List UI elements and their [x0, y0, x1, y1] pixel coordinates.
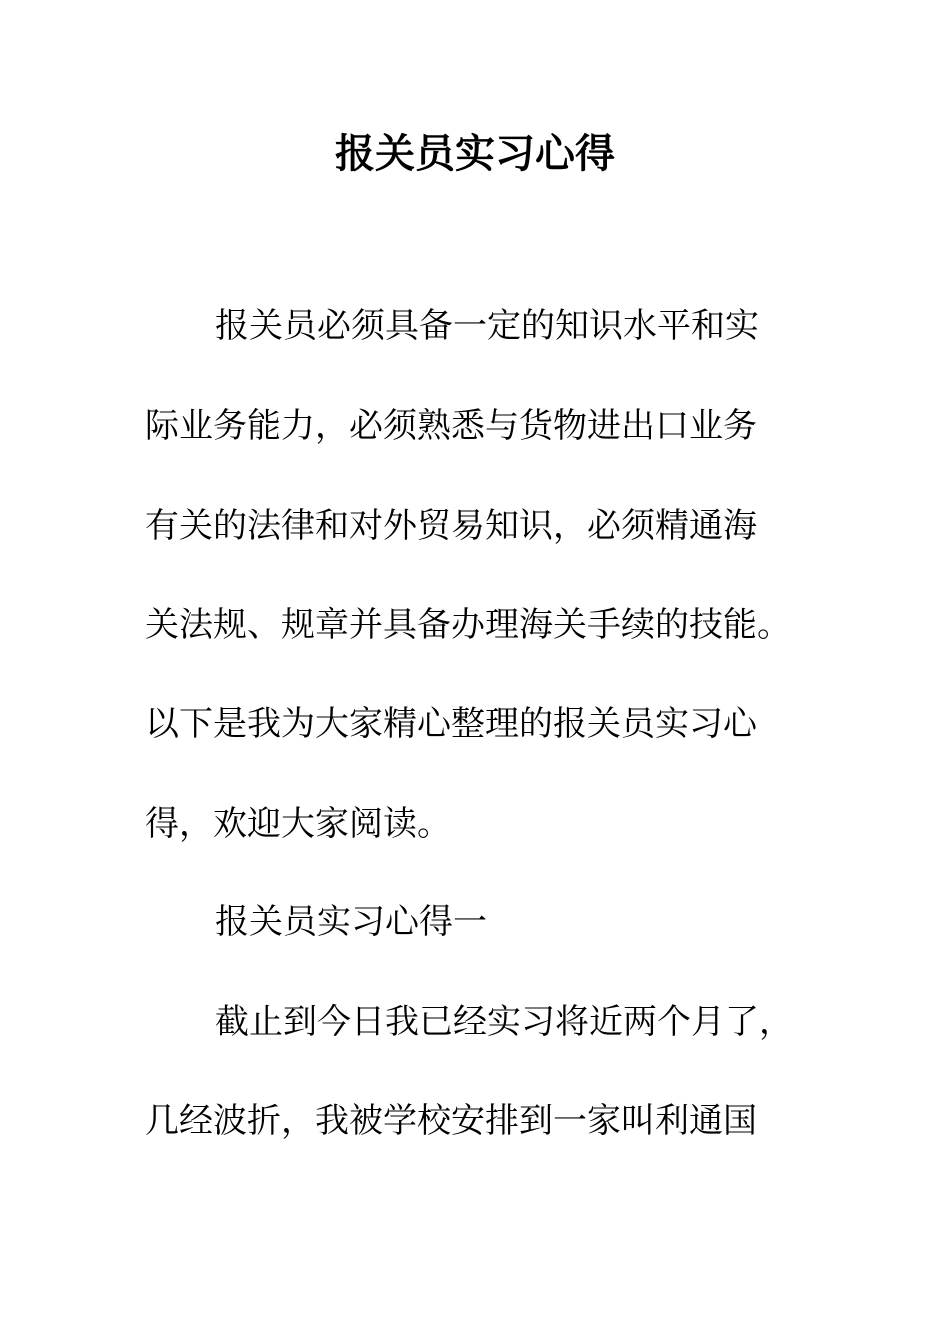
paragraph-line-5: 以下是我为大家精心整理的报关员实习心: [145, 704, 757, 744]
paragraph-line-4: 关法规、规章并具备办理海关手续的技能。: [145, 605, 791, 645]
paragraph-line-6: 得，欢迎大家阅读。: [145, 804, 451, 844]
paragraph-line-1: 报关员必须具备一定的知识水平和实: [215, 306, 759, 346]
paragraph-line-7: 截止到今日我已经实习将近两个月了，: [215, 1002, 793, 1042]
section-heading: 报关员实习心得一: [215, 902, 487, 942]
paragraph-line-2: 际业务能力，必须熟悉与货物进出口业务: [145, 406, 757, 446]
document-title: 报关员实习心得: [335, 130, 615, 177]
paragraph-line-3: 有关的法律和对外贸易知识，必须精通海: [145, 506, 757, 546]
paragraph-line-8: 几经波折，我被学校安排到一家叫利通国: [145, 1101, 757, 1141]
